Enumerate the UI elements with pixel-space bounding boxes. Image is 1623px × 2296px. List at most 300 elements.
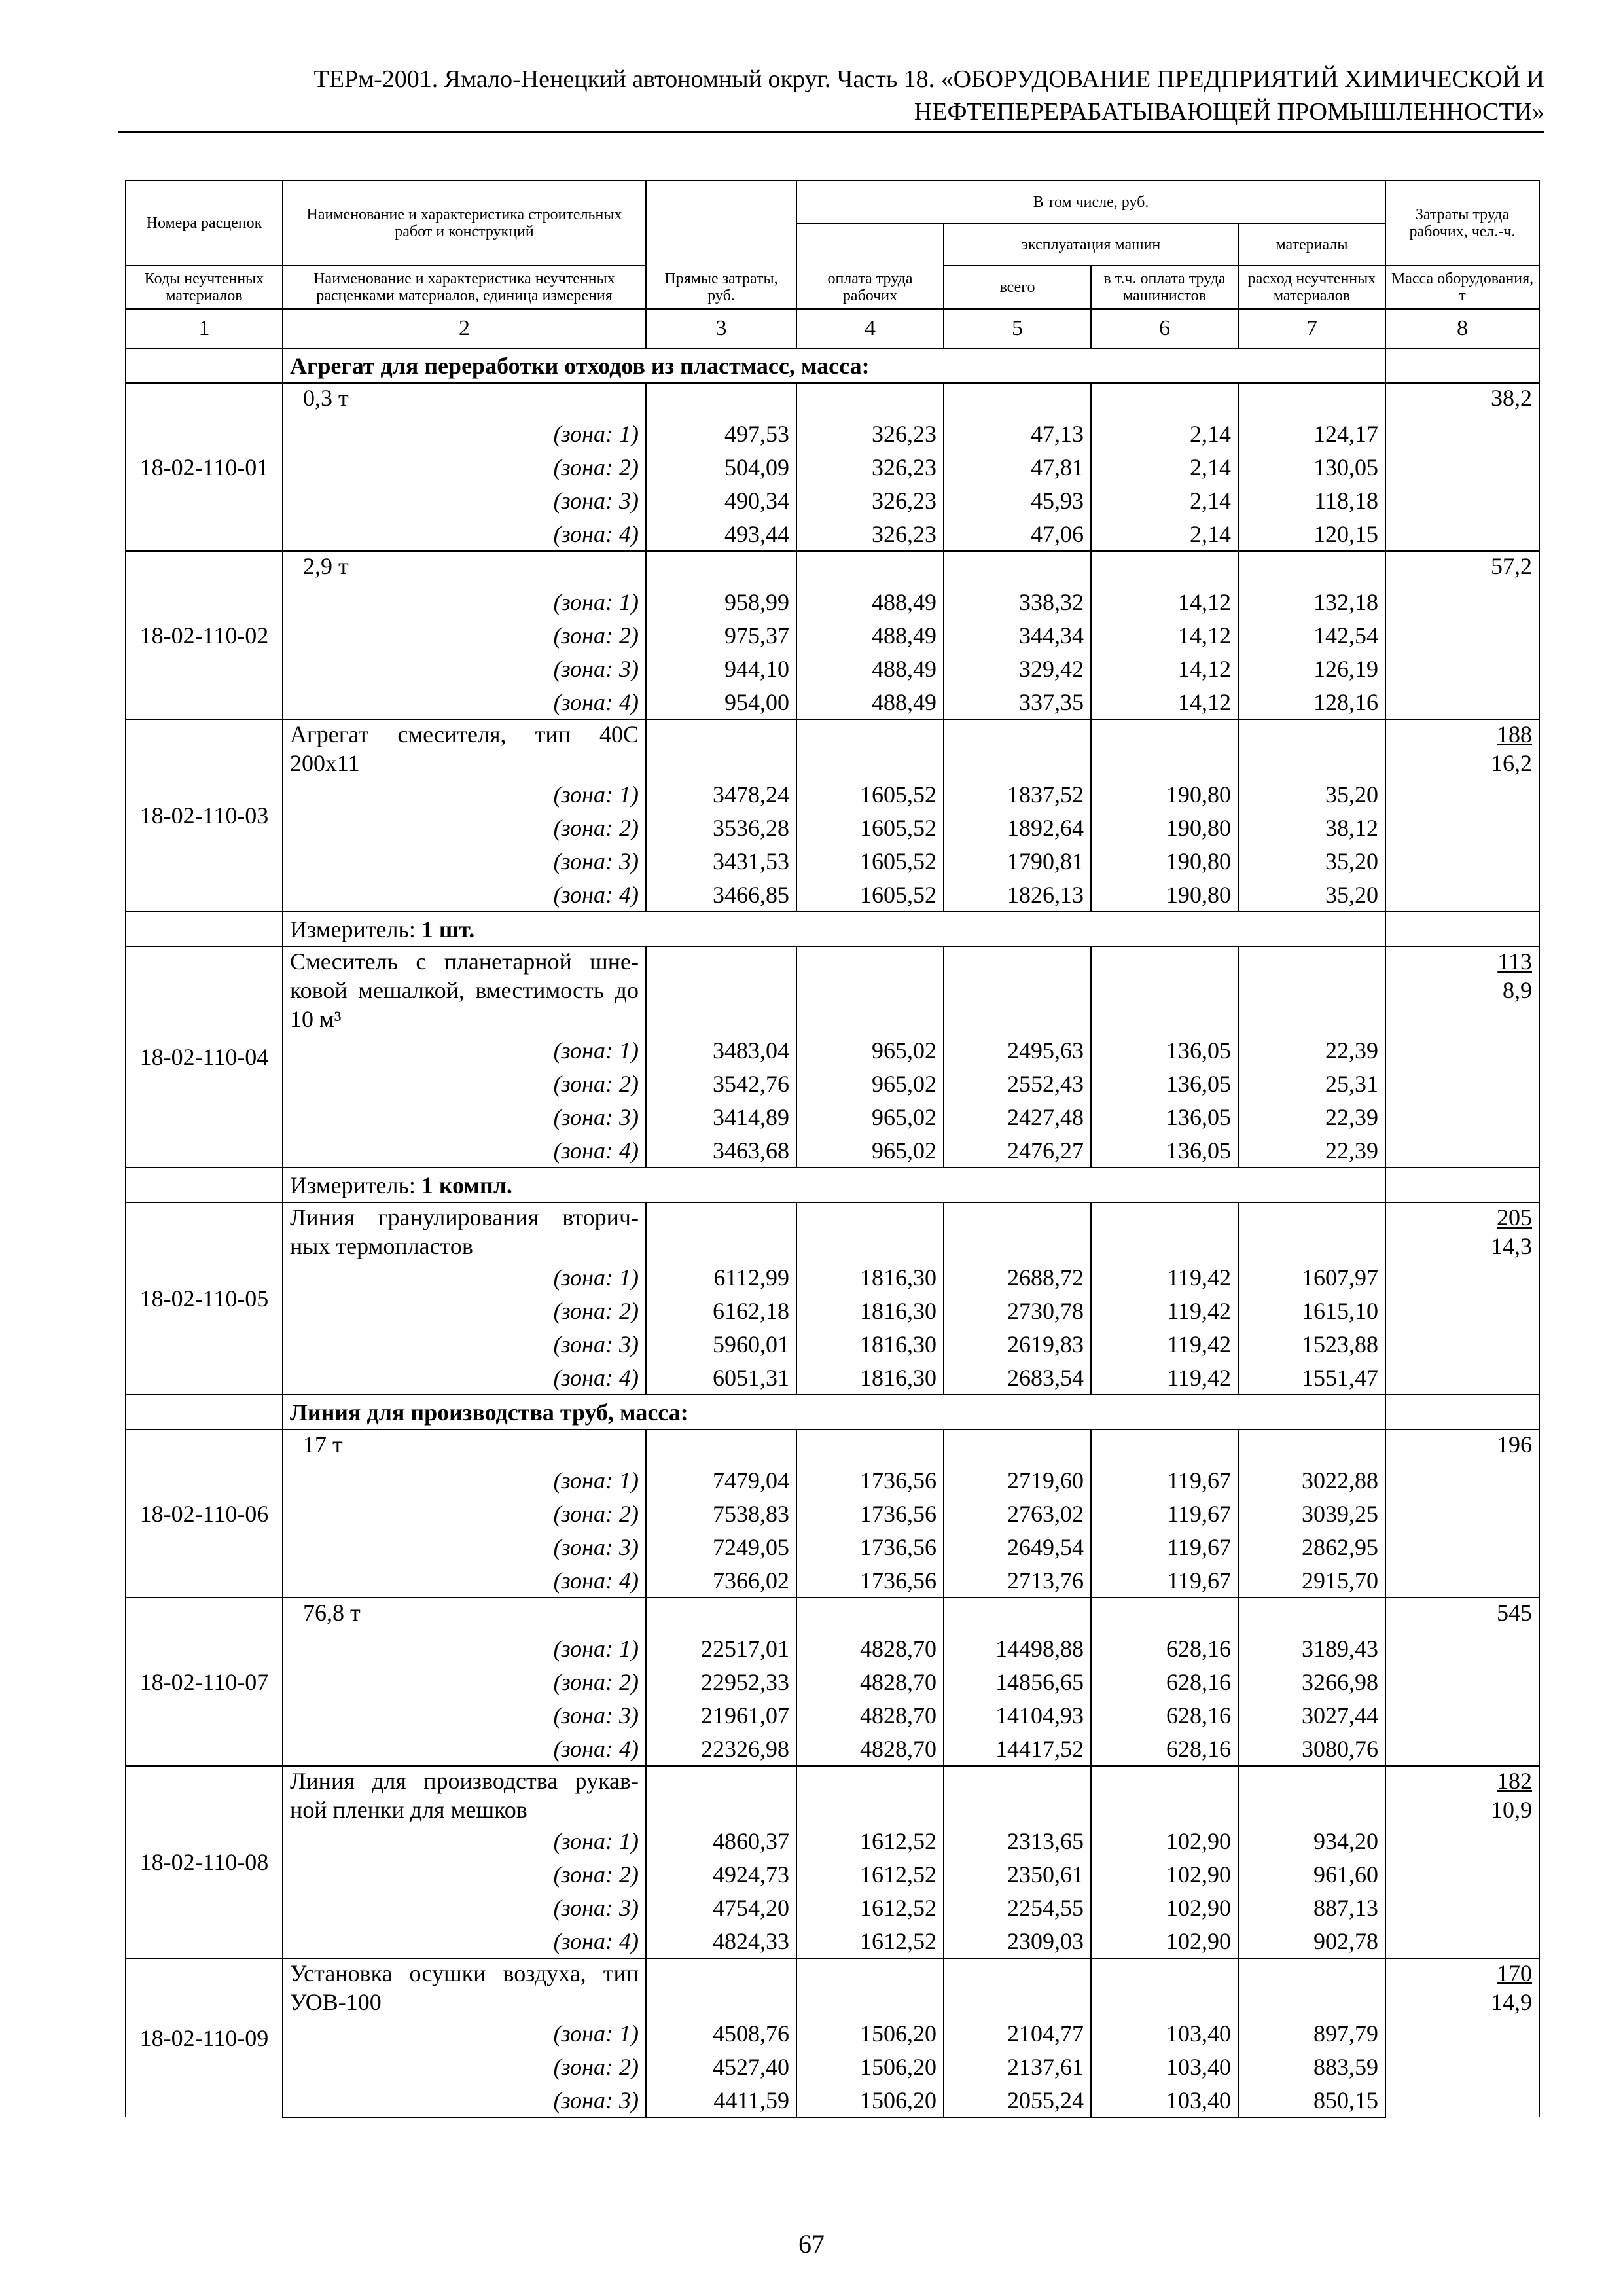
zone-row (126, 844, 1539, 878)
rate-item-row (126, 1958, 1539, 2017)
empty-cell (796, 551, 944, 585)
empty-cell (646, 1429, 796, 1463)
zone-label: (зона: 1) (283, 1632, 646, 1665)
zone-label: (зона: 4) (283, 1564, 646, 1598)
machines-total-value: 2313,65 (944, 1824, 1091, 1857)
zone-label: (зона: 3) (283, 1327, 646, 1361)
direct-cost-value: 21961,07 (646, 1698, 796, 1732)
zone-row (126, 1134, 1539, 1168)
labor-mass-value (1497, 947, 1532, 1005)
machines-total-value: 1892,64 (944, 811, 1091, 844)
column-numbers-row (126, 309, 1539, 348)
materials-value: 3039,25 (1238, 1497, 1385, 1530)
direct-cost-value: 4824,33 (646, 1924, 796, 1958)
materials-value: 897,79 (1238, 2017, 1385, 2050)
materials-value: 35,20 (1238, 878, 1385, 912)
column-number: 6 (1091, 309, 1238, 348)
zone-label: (зона: 2) (283, 1497, 646, 1530)
code-cell (126, 348, 283, 383)
labor-pay-value: 1605,52 (796, 811, 944, 844)
direct-cost-value: 5960,01 (646, 1327, 796, 1361)
zone-label: (зона: 4) (283, 1732, 646, 1766)
direct-cost-value: 3414,89 (646, 1100, 796, 1134)
materials-value: 22,39 (1238, 1134, 1385, 1168)
zone-label: (зона: 1) (283, 1824, 646, 1857)
measure-label: Измеритель: (290, 1172, 421, 1198)
machines-pay-value: 102,90 (1091, 1924, 1238, 1958)
zone-row (126, 1497, 1539, 1530)
labor-pay-value: 1736,56 (796, 1463, 944, 1497)
labor-pay-value: 1605,52 (796, 778, 944, 811)
rate-item-row (126, 719, 1539, 778)
mass-value: 16,2 (1491, 750, 1532, 776)
direct-cost-value: 6162,18 (646, 1294, 796, 1327)
rate-item-row (126, 1766, 1539, 1824)
machines-total-value: 2254,55 (944, 1891, 1091, 1924)
header-labor: Затраты труда рабочих, чел.-ч. (1385, 181, 1539, 266)
column-number: 7 (1238, 309, 1385, 348)
materials-value: 126,19 (1238, 652, 1385, 685)
zone-label: (зона: 2) (283, 1294, 646, 1327)
header-direct: Прямые затраты, руб. (646, 266, 796, 309)
zone-row (126, 1530, 1539, 1564)
materials-value: 128,16 (1238, 685, 1385, 719)
zone-row (126, 1632, 1539, 1665)
zone-row (126, 2017, 1539, 2050)
zone-label: (зона: 1) (283, 2017, 646, 2050)
zone-row (126, 1361, 1539, 1395)
zone-label: (зона: 4) (283, 1924, 646, 1958)
measure-label: Измеритель: (290, 916, 421, 942)
rate-code: 18-02-110-06 (126, 1429, 283, 1598)
zone-label: (зона: 3) (283, 652, 646, 685)
direct-cost-value: 497,53 (646, 417, 796, 450)
zone-row (126, 585, 1539, 619)
empty-cell (1238, 719, 1385, 778)
materials-value: 35,20 (1238, 778, 1385, 811)
zone-label: (зона: 3) (283, 1100, 646, 1134)
zone-row (126, 1067, 1539, 1100)
zone-label: (зона: 2) (283, 1857, 646, 1891)
column-number: 1 (126, 309, 283, 348)
machines-pay-value: 119,67 (1091, 1530, 1238, 1564)
materials-value: 124,17 (1238, 417, 1385, 450)
rate-code: 18-02-110-09 (126, 1958, 283, 2117)
empty-cell (944, 1429, 1091, 1463)
zone-label: (зона: 1) (283, 778, 646, 811)
labor-mass-value (1497, 1430, 1532, 1459)
labor-pay-value: 1506,20 (796, 2017, 944, 2050)
rate-name: Линия гранулирования вторич-ных термопластов (283, 1202, 646, 1261)
labor-pay-value: 4828,70 (796, 1632, 944, 1665)
direct-cost-value: 504,09 (646, 450, 796, 484)
zone-label: (зона: 4) (283, 878, 646, 912)
rate-name: Линия для производства рукав-ной пленки для мешков (283, 1766, 646, 1824)
materials-value: 850,15 (1238, 2083, 1385, 2117)
empty-cell (646, 719, 796, 778)
zone-label: (зона: 3) (283, 1530, 646, 1564)
labor-mass-value (1497, 1598, 1532, 1627)
labor-pay-value: 1612,52 (796, 1857, 944, 1891)
materials-value: 25,31 (1238, 1067, 1385, 1100)
machines-total-value: 2309,03 (944, 1924, 1091, 1958)
empty-cell (1091, 551, 1238, 585)
machines-pay-value: 14,12 (1091, 585, 1238, 619)
direct-cost-value: 493,44 (646, 517, 796, 551)
direct-cost-value: 3483,04 (646, 1033, 796, 1067)
zone-row (126, 1564, 1539, 1598)
header-rule (118, 131, 1544, 133)
labor-mass-cell (1385, 383, 1539, 551)
machines-total-value: 14417,52 (944, 1732, 1091, 1766)
empty-cell (1091, 1598, 1238, 1632)
mass-cell (1385, 1395, 1539, 1429)
zone-row (126, 619, 1539, 652)
empty-cell (1238, 383, 1385, 417)
rate-item-row (126, 1202, 1539, 1261)
zone-label: (зона: 3) (283, 844, 646, 878)
empty-cell (1091, 1958, 1238, 2017)
column-number: 5 (944, 309, 1091, 348)
labor-pay-value: 4828,70 (796, 1698, 944, 1732)
empty-cell (1238, 1766, 1385, 1824)
zone-label: (зона: 2) (283, 1665, 646, 1698)
labor-pay-value: 965,02 (796, 1100, 944, 1134)
materials-value: 1523,88 (1238, 1327, 1385, 1361)
code-cell (126, 1168, 283, 1202)
zone-row (126, 1891, 1539, 1924)
labor-value: 196 (1497, 1431, 1532, 1458)
machines-pay-value: 190,80 (1091, 811, 1238, 844)
empty-cell (944, 719, 1091, 778)
zone-label: (зона: 4) (283, 685, 646, 719)
materials-value: 2915,70 (1238, 1564, 1385, 1598)
machines-pay-value: 119,42 (1091, 1327, 1238, 1361)
rate-item-row (126, 383, 1539, 417)
empty-cell (1091, 1202, 1238, 1261)
zone-row (126, 450, 1539, 484)
labor-pay-value: 965,02 (796, 1067, 944, 1100)
materials-value: 35,20 (1238, 844, 1385, 878)
machines-pay-value: 14,12 (1091, 652, 1238, 685)
machines-total-value: 47,13 (944, 417, 1091, 450)
machines-pay-value: 136,05 (1091, 1100, 1238, 1134)
empty-cell (1091, 719, 1238, 778)
measure-unit: 1 шт. (421, 916, 475, 942)
rate-name: 76,8 т (283, 1598, 646, 1632)
machines-pay-value: 14,12 (1091, 685, 1238, 719)
machines-pay-value: 14,12 (1091, 619, 1238, 652)
direct-cost-value: 975,37 (646, 619, 796, 652)
empty-cell (1238, 1429, 1385, 1463)
labor-mass-value (1491, 1959, 1532, 2017)
direct-cost-value: 490,34 (646, 484, 796, 517)
labor-value: 38,2 (1491, 385, 1532, 411)
zone-row (126, 878, 1539, 912)
direct-cost-value: 3431,53 (646, 844, 796, 878)
machines-total-value: 14856,65 (944, 1665, 1091, 1698)
mass-value: 10,9 (1491, 1797, 1532, 1823)
labor-pay-value: 1736,56 (796, 1564, 944, 1598)
zone-label: (зона: 1) (283, 585, 646, 619)
machines-pay-value: 119,42 (1091, 1294, 1238, 1327)
zone-label: (зона: 2) (283, 619, 646, 652)
page-number: 67 (798, 2229, 825, 2259)
materials-value: 3080,76 (1238, 1732, 1385, 1766)
labor-pay-value: 1612,52 (796, 1924, 944, 1958)
empty-cell (796, 1429, 944, 1463)
materials-value: 3022,88 (1238, 1463, 1385, 1497)
rate-code: 18-02-110-05 (126, 1202, 283, 1395)
labor-mass-cell (1385, 946, 1539, 1168)
labor-mass-cell (1385, 719, 1539, 912)
labor-pay-value: 965,02 (796, 1033, 944, 1067)
header-labor-pay: оплата труда рабочих (796, 266, 944, 309)
machines-pay-value: 119,67 (1091, 1497, 1238, 1530)
table-header (126, 181, 1539, 348)
machines-total-value: 337,35 (944, 685, 1091, 719)
machines-total-value: 344,34 (944, 619, 1091, 652)
machines-total-value: 45,93 (944, 484, 1091, 517)
column-number: 3 (646, 309, 796, 348)
header-name-2: Наименование и характеристика неучтенных расценками материалов, единица измерения (283, 266, 646, 309)
empty-cell (646, 1598, 796, 1632)
empty-cell (1091, 1766, 1238, 1824)
header-codes: Номера расценок (126, 181, 283, 266)
zone-row (126, 1665, 1539, 1698)
labor-pay-value: 4828,70 (796, 1665, 944, 1698)
empty-cell (646, 1202, 796, 1261)
section-title: Агрегат для переработки отходов из пластмасс, масса: (283, 348, 1385, 383)
header-name: Наименование и характеристика строительных работ и конструкций (283, 181, 646, 266)
table-body (126, 348, 1539, 2117)
zone-label: (зона: 2) (283, 450, 646, 484)
machines-pay-value: 628,16 (1091, 1698, 1238, 1732)
machines-total-value: 2552,43 (944, 1067, 1091, 1100)
rate-name: 2,9 т (283, 551, 646, 585)
empty-cell (796, 383, 944, 417)
machines-total-value: 2137,61 (944, 2050, 1091, 2083)
direct-cost-value: 22326,98 (646, 1732, 796, 1766)
measure-cell (283, 912, 1385, 946)
labor-pay-value: 1736,56 (796, 1530, 944, 1564)
empty-cell (944, 1958, 1091, 2017)
labor-pay-value: 488,49 (796, 652, 944, 685)
code-cell (126, 912, 283, 946)
rate-item-row (126, 1598, 1539, 1632)
measure-unit: 1 компл. (421, 1172, 512, 1198)
machines-total-value: 2763,02 (944, 1497, 1091, 1530)
labor-pay-value: 1506,20 (796, 2050, 944, 2083)
zone-label: (зона: 4) (283, 517, 646, 551)
zone-label: (зона: 4) (283, 1361, 646, 1395)
machines-total-value: 47,81 (944, 450, 1091, 484)
rate-item-row (126, 551, 1539, 585)
machines-total-value: 2495,63 (944, 1033, 1091, 1067)
rate-code: 18-02-110-03 (126, 719, 283, 912)
direct-cost-value: 3478,24 (646, 778, 796, 811)
zone-row (126, 417, 1539, 450)
empty-cell (646, 1766, 796, 1824)
labor-pay-value: 488,49 (796, 685, 944, 719)
header-including: В том числе, руб. (796, 181, 1385, 223)
empty-cell (1238, 551, 1385, 585)
zone-row (126, 1261, 1539, 1294)
running-header (118, 63, 1544, 128)
rate-name: 17 т (283, 1429, 646, 1463)
empty-cell (796, 719, 944, 778)
labor-pay-value: 1736,56 (796, 1497, 944, 1530)
labor-pay-value: 1816,30 (796, 1294, 944, 1327)
direct-cost-value: 4508,76 (646, 2017, 796, 2050)
rate-name: Агрегат смесителя, тип 40С 200х11 (283, 719, 646, 778)
labor-value: 170 (1497, 1960, 1532, 1986)
rate-item-row (126, 1429, 1539, 1463)
zone-row (126, 484, 1539, 517)
zone-label: (зона: 1) (283, 1463, 646, 1497)
machines-pay-value: 628,16 (1091, 1632, 1238, 1665)
empty-cell (796, 1202, 944, 1261)
section-heading-row (126, 1395, 1539, 1429)
labor-pay-value: 1816,30 (796, 1361, 944, 1395)
direct-cost-value: 958,99 (646, 585, 796, 619)
materials-value: 132,18 (1238, 585, 1385, 619)
zone-row (126, 1824, 1539, 1857)
machines-total-value: 2055,24 (944, 2083, 1091, 2117)
labor-pay-value: 488,49 (796, 619, 944, 652)
header-line-1: ТЕРм-2001. Ямало-Ненецкий автономный округ. Часть 18. «ОБОРУДОВАНИЕ ПРЕДПРИЯТИЙ ХИМИЧЕСКОЙ И (313, 65, 1544, 93)
zone-row (126, 1698, 1539, 1732)
labor-mass-cell (1385, 1958, 1539, 2117)
machines-pay-value: 102,90 (1091, 1857, 1238, 1891)
machines-total-value: 2350,61 (944, 1857, 1091, 1891)
rate-code: 18-02-110-02 (126, 551, 283, 719)
mass-cell (1385, 1168, 1539, 1202)
rate-name: 0,3 т (283, 383, 646, 417)
code-cell (126, 1395, 283, 1429)
machines-total-value: 1826,13 (944, 878, 1091, 912)
materials-value: 130,05 (1238, 450, 1385, 484)
mass-cell (1385, 912, 1539, 946)
labor-mass-value (1491, 720, 1532, 778)
labor-mass-cell (1385, 1598, 1539, 1766)
labor-pay-value: 488,49 (796, 585, 944, 619)
machines-pay-value: 119,42 (1091, 1361, 1238, 1395)
labor-pay-value: 1506,20 (796, 2083, 944, 2117)
zone-label: (зона: 3) (283, 1698, 646, 1732)
machines-pay-value: 2,14 (1091, 417, 1238, 450)
machines-total-value: 2683,54 (944, 1361, 1091, 1395)
machines-pay-value: 628,16 (1091, 1732, 1238, 1766)
machines-pay-value: 103,40 (1091, 2083, 1238, 2117)
materials-value: 1551,47 (1238, 1361, 1385, 1395)
empty-cell (646, 551, 796, 585)
zone-row (126, 1924, 1539, 1958)
mass-value: 14,3 (1491, 1233, 1532, 1259)
labor-mass-cell (1385, 1202, 1539, 1395)
labor-pay-value: 326,23 (796, 517, 944, 551)
zone-label: (зона: 2) (283, 811, 646, 844)
section-title: Линия для производства труб, масса: (283, 1395, 1385, 1429)
labor-pay-value: 1612,52 (796, 1891, 944, 1924)
materials-value: 2862,95 (1238, 1530, 1385, 1564)
direct-cost-value: 3466,85 (646, 878, 796, 912)
direct-cost-value: 6112,99 (646, 1261, 796, 1294)
labor-mass-value (1491, 1203, 1532, 1261)
rates-table (125, 180, 1540, 2118)
empty-cell (944, 1598, 1091, 1632)
machines-pay-value: 136,05 (1091, 1067, 1238, 1100)
machines-pay-value: 2,14 (1091, 517, 1238, 551)
empty-cell (796, 946, 944, 1033)
labor-pay-value: 965,02 (796, 1134, 944, 1168)
empty-cell (944, 1766, 1091, 1824)
machines-total-value: 2427,48 (944, 1100, 1091, 1134)
empty-cell (1238, 1958, 1385, 2017)
column-number: 8 (1385, 309, 1539, 348)
header-machines-pay: в т.ч. оплата труда машинистов (1091, 266, 1238, 309)
direct-cost-value: 3542,76 (646, 1067, 796, 1100)
direct-cost-value: 4924,73 (646, 1857, 796, 1891)
labor-pay-value: 1605,52 (796, 878, 944, 912)
labor-mass-cell (1385, 551, 1539, 719)
machines-pay-value: 103,40 (1091, 2050, 1238, 2083)
header-machines: эксплуатация машин (944, 223, 1238, 266)
labor-mass-cell (1385, 1766, 1539, 1958)
materials-value: 22,39 (1238, 1033, 1385, 1067)
rate-code: 18-02-110-07 (126, 1598, 283, 1766)
direct-cost-value: 4860,37 (646, 1824, 796, 1857)
zone-label: (зона: 1) (283, 1261, 646, 1294)
zone-row (126, 1294, 1539, 1327)
zone-row (126, 652, 1539, 685)
labor-pay-value: 1816,30 (796, 1261, 944, 1294)
machines-pay-value: 136,05 (1091, 1134, 1238, 1168)
machines-total-value: 1790,81 (944, 844, 1091, 878)
labor-value: 545 (1497, 1600, 1532, 1626)
labor-mass-value (1491, 552, 1532, 581)
labor-mass-cell (1385, 1429, 1539, 1598)
rate-code: 18-02-110-01 (126, 383, 283, 551)
labor-pay-value: 326,23 (796, 417, 944, 450)
machines-total-value: 2476,27 (944, 1134, 1091, 1168)
zone-row (126, 2083, 1539, 2117)
labor-mass-value (1491, 1767, 1532, 1824)
zone-row (126, 1463, 1539, 1497)
empty-cell (796, 1958, 944, 2017)
zone-row (126, 517, 1539, 551)
header-materials: материалы (1238, 223, 1385, 266)
header-direct-blank (646, 181, 796, 266)
labor-pay-value: 1816,30 (796, 1327, 944, 1361)
empty-cell (944, 946, 1091, 1033)
direct-cost-value: 4754,20 (646, 1891, 796, 1924)
labor-value: 188 (1497, 721, 1532, 747)
mass-cell (1385, 348, 1539, 383)
zone-label: (зона: 2) (283, 2050, 646, 2083)
zone-row (126, 2050, 1539, 2083)
labor-value: 57,2 (1491, 553, 1532, 579)
machines-pay-value: 102,90 (1091, 1891, 1238, 1924)
mass-value: 14,9 (1491, 1989, 1532, 2015)
empty-cell (1091, 383, 1238, 417)
section-heading-row (126, 348, 1539, 383)
materials-value: 1607,97 (1238, 1261, 1385, 1294)
machines-pay-value: 190,80 (1091, 778, 1238, 811)
labor-value: 205 (1497, 1204, 1532, 1230)
empty-cell (1238, 1202, 1385, 1261)
direct-cost-value: 7366,02 (646, 1564, 796, 1598)
